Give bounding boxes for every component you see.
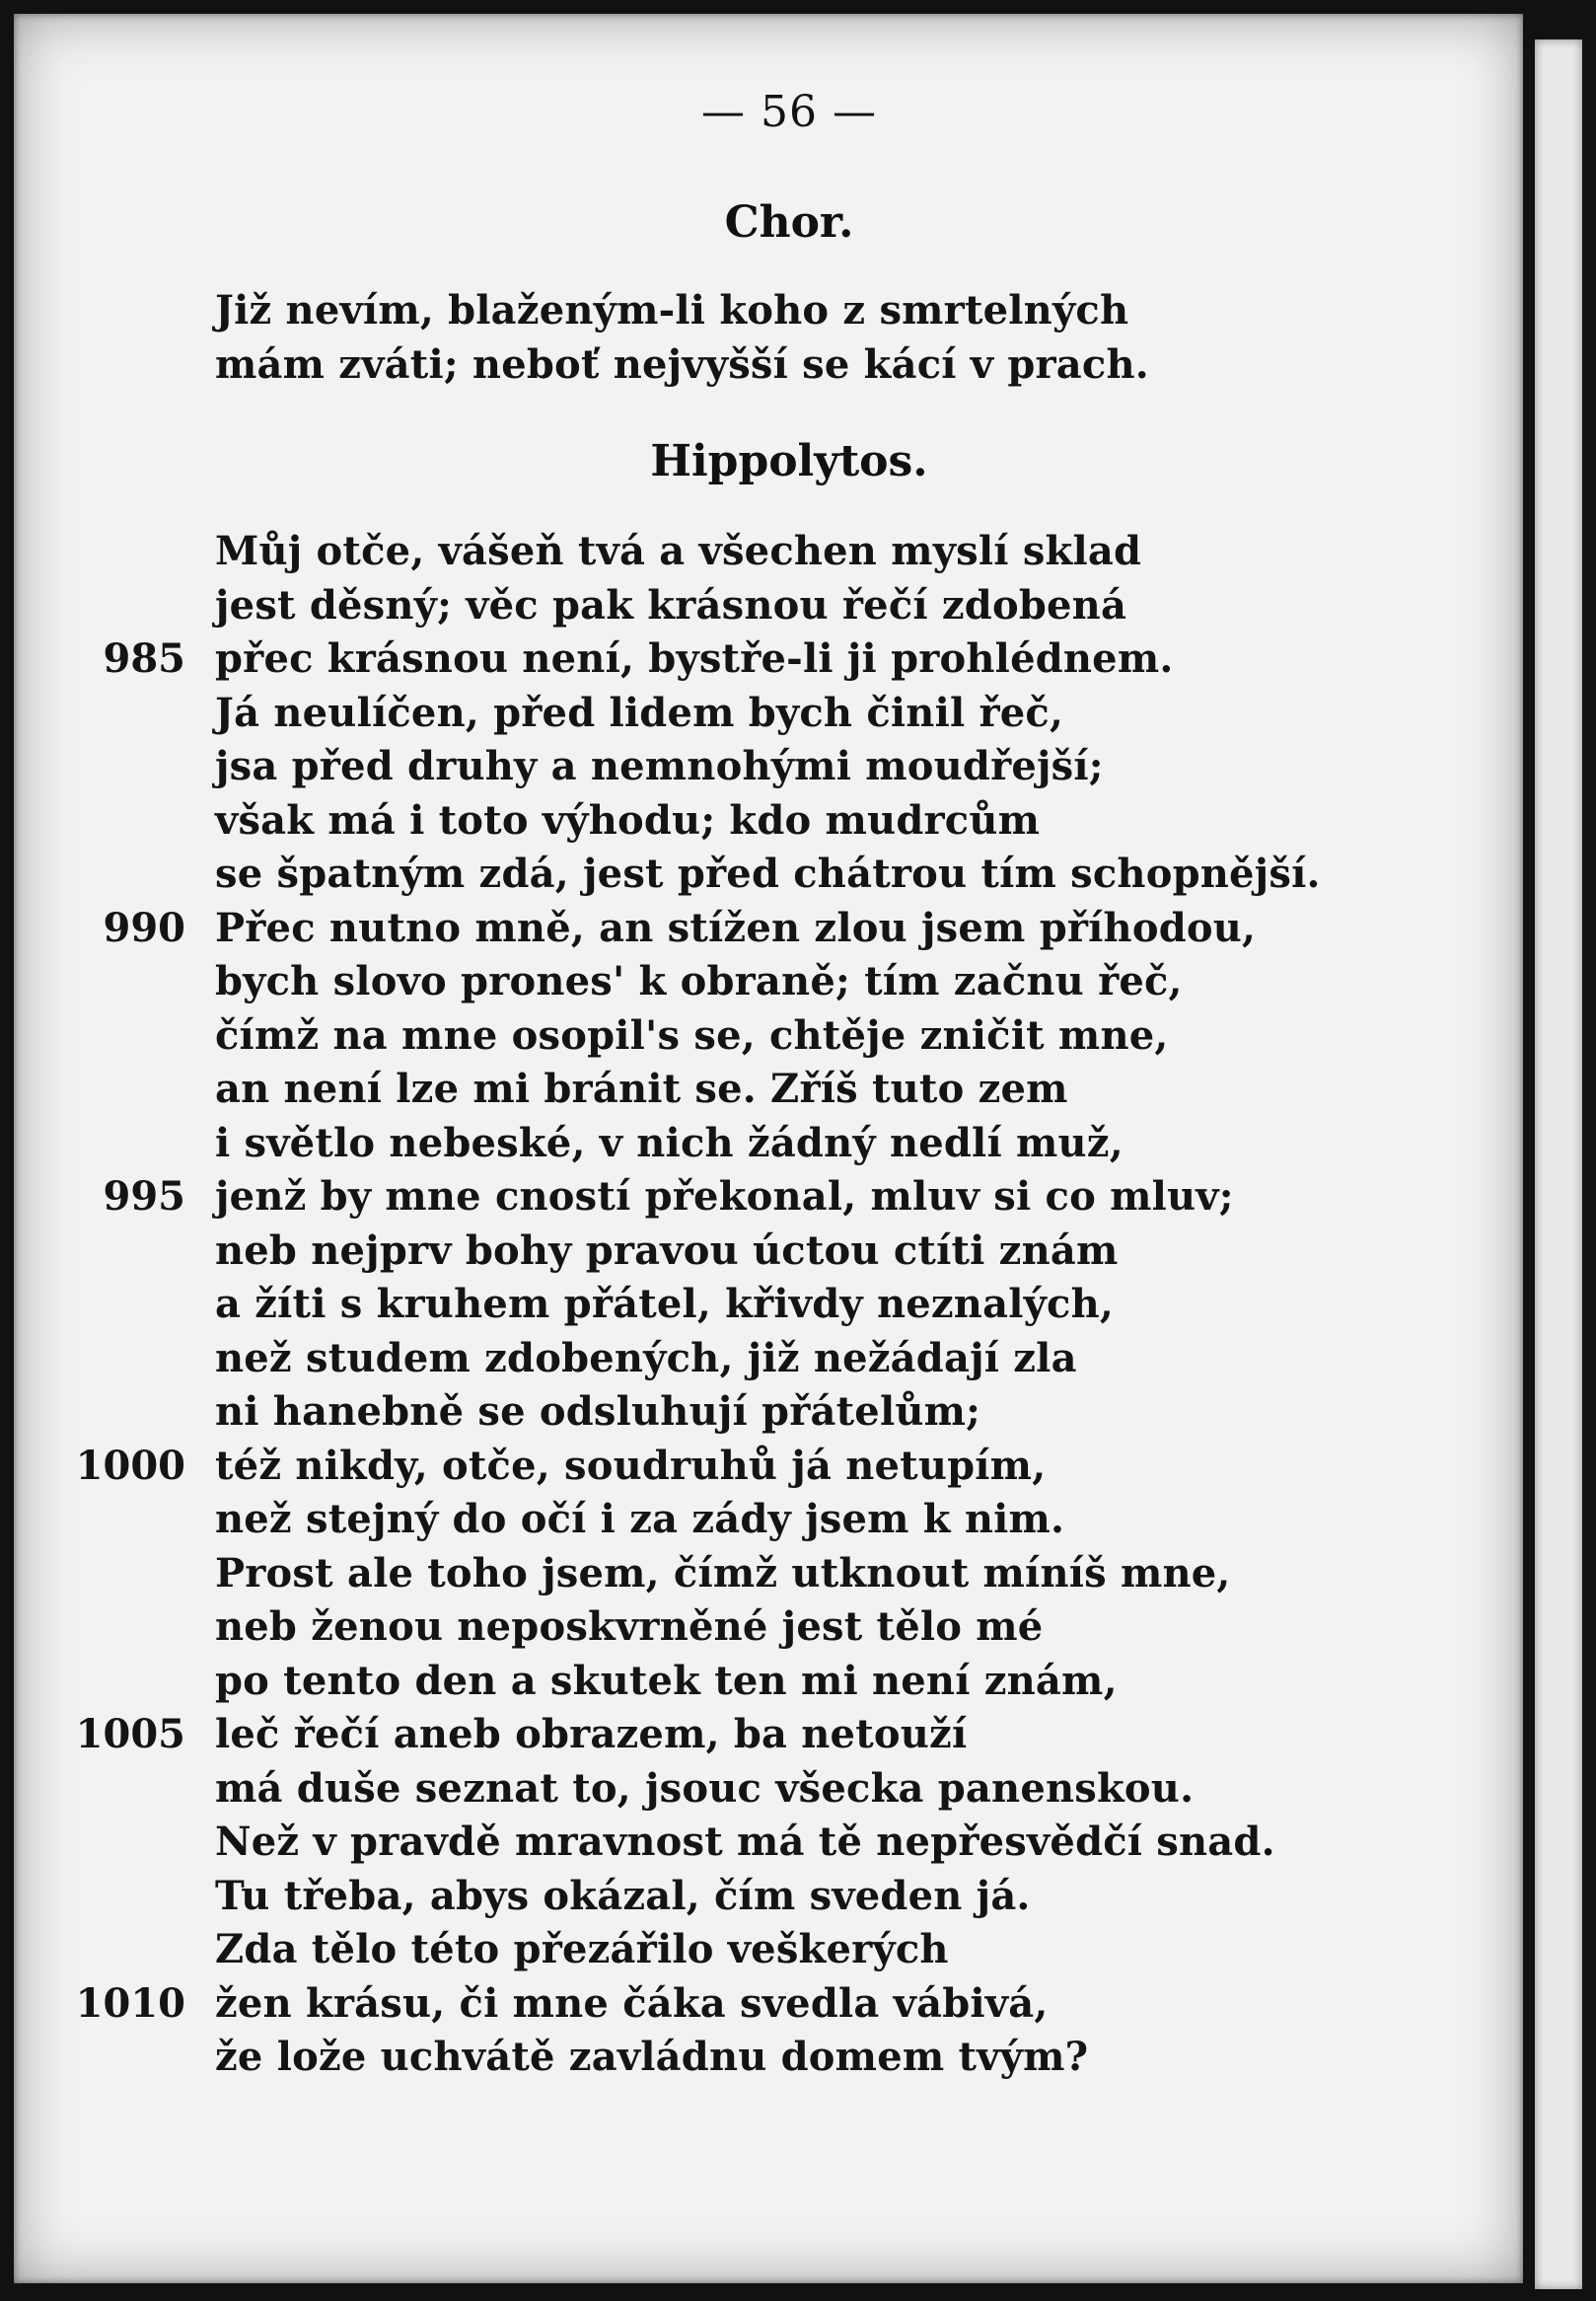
verse-line: ni hanebně se odsluhují přátelům; — [215, 1388, 981, 1435]
verse-line: přec krásnou není, bystře-li ji prohlédnem. — [215, 635, 1174, 682]
line-number: 1010 — [75, 1979, 185, 2027]
verse-line: čímž na mne osopil's se, chtěje zničit mne, — [215, 1011, 1169, 1059]
verse-line: žen krásu, či mne čáka svedla vábivá, — [215, 1979, 1049, 2027]
verse-line: však má i toto výhodu; kdo mudrcům — [215, 796, 1041, 844]
verse-line: než studem zdobených, již nežádají zla — [215, 1334, 1077, 1381]
verse-line: Než v pravdě mravnost má tě nepřesvědčí snad. — [215, 1819, 1275, 1865]
verse-line: an není lze mi bránit se. Zříš tuto zem — [215, 1066, 1068, 1112]
verse-line: že lože uchvátě zavládnu domem tvým? — [215, 2034, 1089, 2080]
verse-line: po tento den a skutek ten mi není znám, — [215, 1657, 1118, 1704]
line-number: 985 — [103, 635, 185, 682]
speaker-chorus: Chor. — [724, 197, 854, 248]
verse-line: i světlo nebeské, v nich žádný nedlí muž, — [215, 1119, 1124, 1166]
verse-line: též nikdy, otče, soudruhů já netupím, — [215, 1442, 1047, 1489]
verse-line: leč řečí aneb obrazem, ba netouží — [215, 1711, 968, 1757]
verse-line: jenž by mne cností překonal, mluv si co mluv; — [215, 1173, 1234, 1220]
verse-line: jsa před druhy a nemnohými moudřejší; — [215, 743, 1104, 789]
verse-line: má duše seznat to, jsouc všecka panenskou. — [215, 1764, 1195, 1812]
verse-line: neb ženou neposkvrněné jest tělo mé — [215, 1603, 1044, 1650]
adjacent-page-edge — [1535, 39, 1582, 2289]
verse-line: Já neulíčen, před lidem bych činil řeč, — [215, 689, 1064, 736]
verse-line: mám zváti; neboť nejvyšší se kácí v prach. — [215, 340, 1149, 388]
verse-line: se špatným zdá, jest před chátrou tím schopnější. — [215, 851, 1321, 897]
verse-line: Již nevím, blaženým-li koho z smrtelných — [215, 287, 1129, 334]
verse-line: a žíti s kruhem přátel, křivdy neznalých, — [215, 1281, 1114, 1327]
verse-line: Prost ale toho jsem, čímž utknout míníš mne, — [215, 1549, 1231, 1596]
line-number: 1000 — [75, 1442, 185, 1489]
line-number: 1005 — [75, 1711, 185, 1757]
speaker-hippolytos: Hippolytos. — [650, 436, 928, 486]
verse-line: Můj otče, vášeň tvá a všechen myslí sklad — [215, 528, 1142, 574]
page-number: — 56 — — [701, 87, 877, 137]
verse-line: bych slovo prones' k obraně; tím začnu řeč, — [215, 958, 1183, 1004]
verse-line: neb nejprv bohy pravou úctou ctíti znám — [215, 1226, 1119, 1274]
verse-line: Tu třeba, abys okázal, čím sveden já. — [215, 1872, 1031, 1919]
verse-line: jest děsný; věc pak krásnou řečí zdobená — [215, 581, 1127, 629]
verse-line: Přec nutno mně, an stížen zlou jsem příhodou, — [215, 904, 1257, 951]
line-number: 990 — [103, 904, 185, 951]
line-number: 995 — [103, 1173, 185, 1220]
verse-line: Zda tělo této přezářilo veškerých — [215, 1926, 949, 1972]
verse-line: než stejný do očí i za zády jsem k nim. — [215, 1496, 1065, 1542]
